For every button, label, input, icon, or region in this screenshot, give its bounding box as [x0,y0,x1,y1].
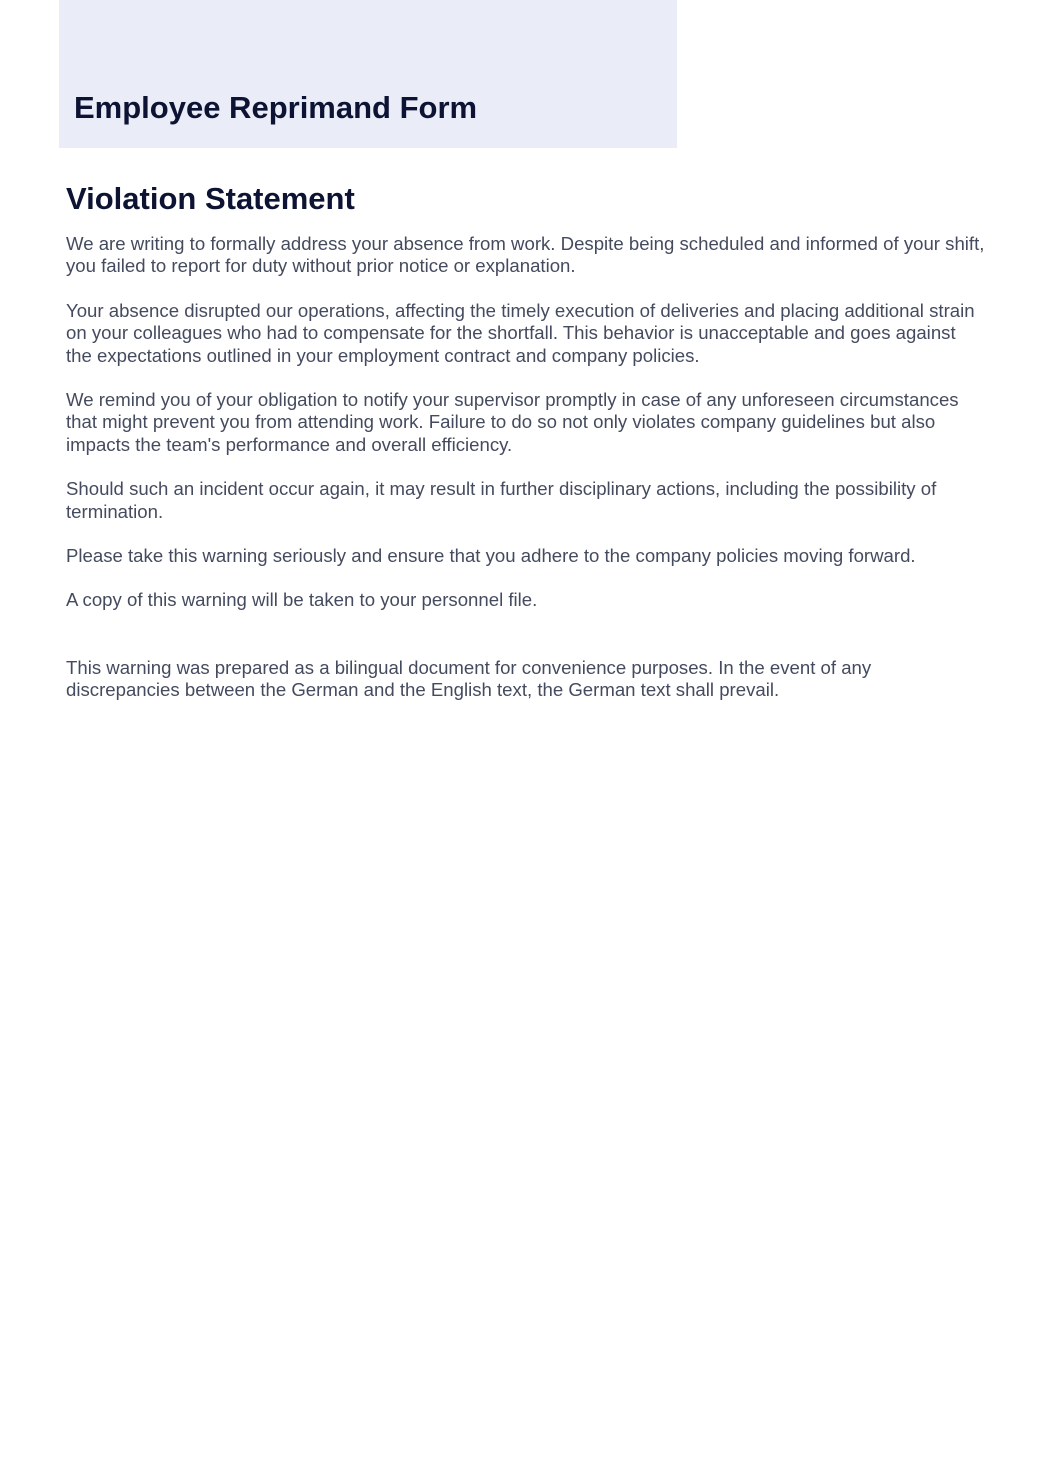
form-title: Employee Reprimand Form [74,90,478,125]
paragraph-absence-notice: We are writing to formally address your absence from work. Despite being scheduled and informed of your shift, you failed to report for duty without prior notice or explanation. [66,233,985,277]
paragraph-personnel-file: A copy of this warning will be taken to your personnel file. [66,589,538,611]
paragraph-impact: Your absence disrupted our operations, affecting the timely execution of deliveries and placing additional strain on your colleagues who had to compensate for the shortfall. This behavior is unacceptable and goes against the expectations outlined in your employment contract and company policies. [66,299,975,366]
paragraph-request: Please take this warning seriously and ensure that you adhere to the company policies moving forward. [66,545,916,567]
section-title: Violation Statement [66,181,355,216]
paragraph-obligation: We remind you of your obligation to notify your supervisor promptly in case of any unforeseen circumstances that might prevent you from attending work. Failure to do so not only violates company guidelines but also impacts the team's performance and overall efficiency. [66,389,959,455]
violation-statement-section [66,178,986,724]
bilingual-disclaimer: This warning was prepared as a bilingual document for convenience purposes. In the event of any discrepancies between the German and the English text, the German text shall prevail. [66,656,872,701]
header-band [59,0,677,148]
statement-body [66,233,986,702]
paragraph-consequences: Should such an incident occur again, it may result in further disciplinary actions, including the possibility of termination. [66,478,937,522]
